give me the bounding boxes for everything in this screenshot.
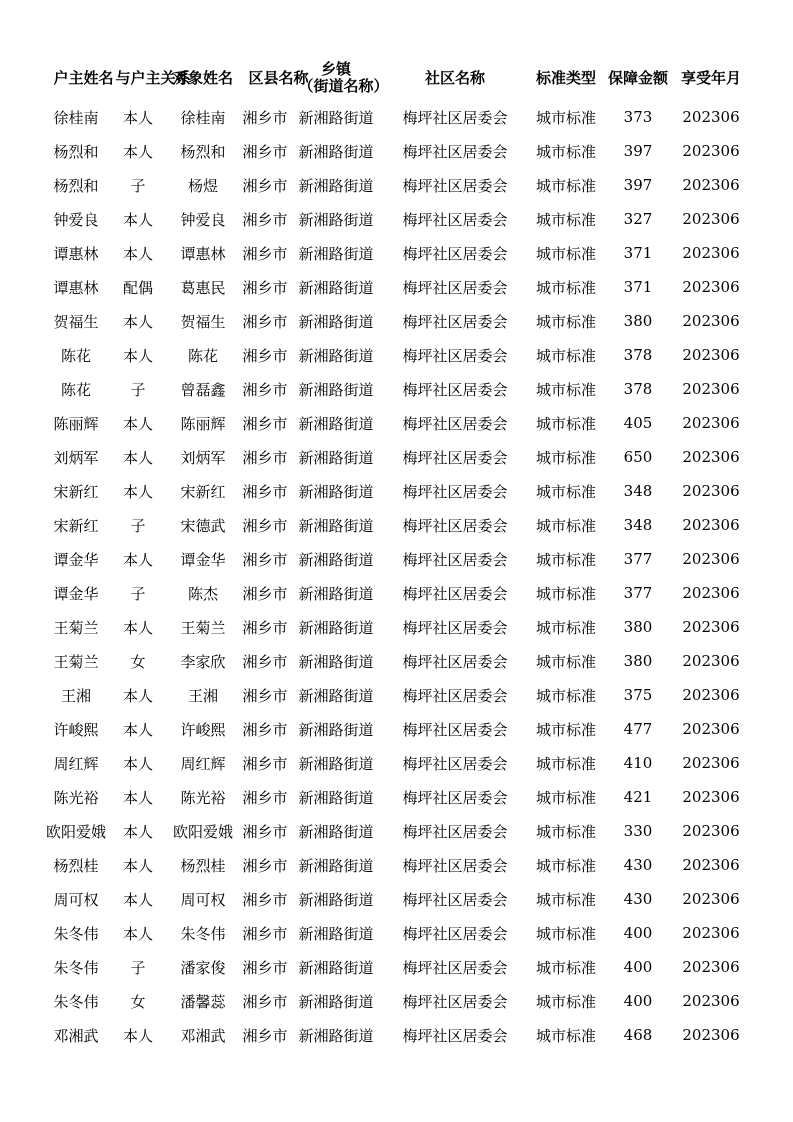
- cell-community: 梅坪社区居委会: [402, 754, 508, 773]
- cell-county: 湘乡市: [242, 924, 288, 943]
- cell-amount: 380: [623, 618, 653, 636]
- cell-county: 湘乡市: [242, 414, 288, 433]
- cell-subject-name: 李家欣: [180, 652, 226, 671]
- cell-standard-type: 城市标准: [535, 924, 596, 943]
- table-row: [40, 882, 752, 916]
- cell-town: 新湘路街道: [298, 210, 374, 229]
- cell-household-head: 谭金华: [53, 550, 99, 569]
- cell-household-head: 杨烈和: [53, 142, 99, 161]
- cell-period: 202306: [682, 618, 740, 636]
- header-row: [40, 56, 752, 100]
- cell-amount: 421: [623, 788, 653, 806]
- cell-relation: 本人: [122, 1026, 153, 1045]
- cell-county: 湘乡市: [242, 686, 288, 705]
- cell-household-head: 陈花: [60, 346, 91, 365]
- cell-standard-type: 城市标准: [535, 754, 596, 773]
- header-community: 社区名称: [424, 68, 485, 87]
- table-row: [40, 236, 752, 270]
- header-relation: 与户主关系: [115, 68, 191, 87]
- cell-county: 湘乡市: [242, 584, 288, 603]
- cell-town: 新湘路街道: [298, 686, 374, 705]
- cell-county: 湘乡市: [242, 550, 288, 569]
- cell-household-head: 王湘: [60, 686, 91, 705]
- cell-relation: 本人: [122, 346, 153, 365]
- cell-period: 202306: [682, 652, 740, 670]
- table-row: [40, 712, 752, 746]
- cell-county: 湘乡市: [242, 448, 288, 467]
- cell-standard-type: 城市标准: [535, 380, 596, 399]
- cell-period: 202306: [682, 890, 740, 908]
- cell-standard-type: 城市标准: [535, 108, 596, 127]
- cell-period: 202306: [682, 414, 740, 432]
- cell-standard-type: 城市标准: [535, 142, 596, 161]
- cell-relation: 子: [130, 958, 146, 977]
- cell-period: 202306: [682, 380, 740, 398]
- cell-town: 新湘路街道: [298, 142, 374, 161]
- cell-amount: 430: [623, 890, 653, 908]
- cell-town: 新湘路街道: [298, 652, 374, 671]
- cell-household-head: 钟爱良: [53, 210, 99, 229]
- cell-household-head: 许峻熙: [53, 720, 99, 739]
- cell-county: 湘乡市: [242, 380, 288, 399]
- cell-subject-name: 陈杰: [187, 584, 218, 603]
- header-county: 区县名称: [248, 68, 309, 87]
- cell-period: 202306: [682, 992, 740, 1010]
- cell-community: 梅坪社区居委会: [402, 958, 508, 977]
- table-row: [40, 474, 752, 508]
- table-row: [40, 814, 752, 848]
- cell-amount: 348: [623, 482, 653, 500]
- cell-household-head: 谭惠林: [53, 278, 99, 297]
- cell-town: 新湘路街道: [298, 108, 374, 127]
- cell-standard-type: 城市标准: [535, 550, 596, 569]
- cell-community: 梅坪社区居委会: [402, 584, 508, 603]
- cell-household-head: 贺福生: [53, 312, 99, 331]
- cell-county: 湘乡市: [242, 992, 288, 1011]
- cell-period: 202306: [682, 278, 740, 296]
- cell-community: 梅坪社区居委会: [402, 448, 508, 467]
- cell-town: 新湘路街道: [298, 1026, 374, 1045]
- cell-community: 梅坪社区居委会: [402, 550, 508, 569]
- cell-subject-name: 潘家俊: [180, 958, 226, 977]
- cell-county: 湘乡市: [242, 788, 288, 807]
- cell-household-head: 朱冬伟: [53, 958, 99, 977]
- cell-subject-name: 潘馨蕊: [180, 992, 226, 1011]
- cell-period: 202306: [682, 312, 740, 330]
- cell-subject-name: 杨烈桂: [180, 856, 226, 875]
- cell-county: 湘乡市: [242, 1026, 288, 1045]
- cell-period: 202306: [682, 244, 740, 262]
- cell-community: 梅坪社区居委会: [402, 924, 508, 943]
- table-row: [40, 746, 752, 780]
- cell-county: 湘乡市: [242, 312, 288, 331]
- cell-county: 湘乡市: [242, 890, 288, 909]
- table-row: [40, 542, 752, 576]
- cell-amount: 380: [623, 652, 653, 670]
- table-row: [40, 168, 752, 202]
- cell-subject-name: 邓湘武: [180, 1026, 226, 1045]
- cell-town: 新湘路街道: [298, 618, 374, 637]
- cell-standard-type: 城市标准: [535, 516, 596, 535]
- table-row: [40, 610, 752, 644]
- cell-period: 202306: [682, 176, 740, 194]
- cell-relation: 子: [130, 516, 146, 535]
- cell-relation: 本人: [122, 312, 153, 331]
- cell-standard-type: 城市标准: [535, 482, 596, 501]
- table-row: [40, 1018, 752, 1052]
- cell-subject-name: 曾磊鑫: [180, 380, 226, 399]
- cell-town: 新湘路街道: [298, 244, 374, 263]
- cell-amount: 327: [623, 210, 653, 228]
- cell-town: 新湘路街道: [298, 448, 374, 467]
- cell-town: 新湘路街道: [298, 788, 374, 807]
- cell-relation: 本人: [122, 482, 153, 501]
- cell-town: 新湘路街道: [298, 890, 374, 909]
- cell-town: 新湘路街道: [298, 346, 374, 365]
- cell-standard-type: 城市标准: [535, 176, 596, 195]
- table-row: [40, 678, 752, 712]
- cell-subject-name: 陈丽辉: [180, 414, 226, 433]
- cell-relation: 本人: [122, 720, 153, 739]
- cell-subject-name: 贺福生: [180, 312, 226, 331]
- cell-community: 梅坪社区居委会: [402, 652, 508, 671]
- header-period: 享受年月: [680, 68, 741, 87]
- cell-period: 202306: [682, 856, 740, 874]
- cell-subject-name: 欧阳爱娥: [172, 822, 233, 841]
- cell-relation: 本人: [122, 618, 153, 637]
- cell-household-head: 杨烈桂: [53, 856, 99, 875]
- cell-period: 202306: [682, 346, 740, 364]
- cell-period: 202306: [682, 754, 740, 772]
- cell-town: 新湘路街道: [298, 720, 374, 739]
- cell-period: 202306: [682, 108, 740, 126]
- cell-amount: 371: [623, 244, 653, 262]
- cell-relation: 配偶: [122, 278, 153, 297]
- cell-relation: 本人: [122, 550, 153, 569]
- cell-subject-name: 王湘: [187, 686, 218, 705]
- table-row: [40, 950, 752, 984]
- cell-town: 新湘路街道: [298, 754, 374, 773]
- cell-household-head: 徐桂南: [53, 108, 99, 127]
- cell-community: 梅坪社区居委会: [402, 686, 508, 705]
- cell-county: 湘乡市: [242, 822, 288, 841]
- cell-county: 湘乡市: [242, 278, 288, 297]
- cell-period: 202306: [682, 720, 740, 738]
- cell-county: 湘乡市: [242, 176, 288, 195]
- cell-community: 梅坪社区居委会: [402, 346, 508, 365]
- cell-period: 202306: [682, 516, 740, 534]
- cell-amount: 378: [623, 346, 653, 364]
- cell-household-head: 陈丽辉: [53, 414, 99, 433]
- cell-community: 梅坪社区居委会: [402, 210, 508, 229]
- cell-period: 202306: [682, 788, 740, 806]
- cell-relation: 子: [130, 380, 146, 399]
- cell-county: 湘乡市: [242, 720, 288, 739]
- table-row: [40, 780, 752, 814]
- cell-amount: 375: [623, 686, 653, 704]
- cell-amount: 348: [623, 516, 653, 534]
- cell-household-head: 欧阳爱娥: [45, 822, 106, 841]
- cell-community: 梅坪社区居委会: [402, 788, 508, 807]
- cell-county: 湘乡市: [242, 516, 288, 535]
- cell-town: 新湘路街道: [298, 312, 374, 331]
- cell-subject-name: 周可权: [180, 890, 226, 909]
- cell-relation: 本人: [122, 142, 153, 161]
- cell-town: 新湘路街道: [298, 516, 374, 535]
- cell-household-head: 周红辉: [53, 754, 99, 773]
- cell-household-head: 宋新红: [53, 482, 99, 501]
- cell-relation: 本人: [122, 686, 153, 705]
- cell-standard-type: 城市标准: [535, 686, 596, 705]
- cell-period: 202306: [682, 142, 740, 160]
- cell-relation: 本人: [122, 890, 153, 909]
- cell-town: 新湘路街道: [298, 992, 374, 1011]
- cell-county: 湘乡市: [242, 754, 288, 773]
- cell-amount: 468: [623, 1026, 653, 1044]
- cell-subject-name: 刘炳军: [180, 448, 226, 467]
- cell-relation: 本人: [122, 924, 153, 943]
- cell-county: 湘乡市: [242, 958, 288, 977]
- cell-standard-type: 城市标准: [535, 822, 596, 841]
- cell-relation: 本人: [122, 448, 153, 467]
- cell-community: 梅坪社区居委会: [402, 1026, 508, 1045]
- cell-period: 202306: [682, 584, 740, 602]
- cell-standard-type: 城市标准: [535, 856, 596, 875]
- cell-standard-type: 城市标准: [535, 414, 596, 433]
- cell-community: 梅坪社区居委会: [402, 992, 508, 1011]
- cell-relation: 本人: [122, 244, 153, 263]
- cell-household-head: 邓湘武: [53, 1026, 99, 1045]
- cell-county: 湘乡市: [242, 210, 288, 229]
- cell-period: 202306: [682, 924, 740, 942]
- table-header: [40, 56, 752, 100]
- cell-town: 新湘路街道: [298, 380, 374, 399]
- cell-community: 梅坪社区居委会: [402, 516, 508, 535]
- cell-community: 梅坪社区居委会: [402, 618, 508, 637]
- cell-period: 202306: [682, 550, 740, 568]
- cell-household-head: 陈光裕: [53, 788, 99, 807]
- cell-community: 梅坪社区居委会: [402, 176, 508, 195]
- cell-community: 梅坪社区居委会: [402, 822, 508, 841]
- cell-standard-type: 城市标准: [535, 958, 596, 977]
- table-row: [40, 916, 752, 950]
- cell-community: 梅坪社区居委会: [402, 414, 508, 433]
- cell-town: 新湘路街道: [298, 176, 374, 195]
- cell-standard-type: 城市标准: [535, 278, 596, 297]
- cell-subject-name: 朱冬伟: [180, 924, 226, 943]
- cell-household-head: 王菊兰: [53, 618, 99, 637]
- cell-amount: 330: [623, 822, 653, 840]
- cell-standard-type: 城市标准: [535, 890, 596, 909]
- cell-relation: 本人: [122, 822, 153, 841]
- cell-amount: 400: [623, 992, 653, 1010]
- cell-amount: 377: [623, 584, 653, 602]
- cell-community: 梅坪社区居委会: [402, 142, 508, 161]
- cell-period: 202306: [682, 210, 740, 228]
- cell-town: 新湘路街道: [298, 550, 374, 569]
- cell-period: 202306: [682, 958, 740, 976]
- table-row: [40, 406, 752, 440]
- table-row: [40, 338, 752, 372]
- table-row: [40, 576, 752, 610]
- cell-amount: 380: [623, 312, 653, 330]
- cell-county: 湘乡市: [242, 618, 288, 637]
- cell-amount: 477: [623, 720, 653, 738]
- cell-period: 202306: [682, 448, 740, 466]
- cell-county: 湘乡市: [242, 244, 288, 263]
- cell-subject-name: 陈花: [187, 346, 218, 365]
- cell-standard-type: 城市标准: [535, 618, 596, 637]
- cell-subject-name: 钟爱良: [180, 210, 226, 229]
- table-row: [40, 508, 752, 542]
- cell-household-head: 陈花: [60, 380, 91, 399]
- cell-relation: 本人: [122, 210, 153, 229]
- cell-standard-type: 城市标准: [535, 720, 596, 739]
- cell-standard-type: 城市标准: [535, 210, 596, 229]
- cell-county: 湘乡市: [242, 856, 288, 875]
- cell-period: 202306: [682, 822, 740, 840]
- cell-subject-name: 周红辉: [180, 754, 226, 773]
- cell-household-head: 周可权: [53, 890, 99, 909]
- cell-household-head: 朱冬伟: [53, 924, 99, 943]
- header-subject-name: 对象姓名: [173, 68, 234, 87]
- cell-town: 新湘路街道: [298, 482, 374, 501]
- cell-community: 梅坪社区居委会: [402, 108, 508, 127]
- cell-amount: 371: [623, 278, 653, 296]
- cell-community: 梅坪社区居委会: [402, 856, 508, 875]
- table-row: [40, 304, 752, 338]
- cell-relation: 本人: [122, 856, 153, 875]
- cell-subject-name: 宋德武: [180, 516, 226, 535]
- cell-county: 湘乡市: [242, 482, 288, 501]
- cell-amount: 400: [623, 958, 653, 976]
- table-row: [40, 984, 752, 1018]
- table-row: [40, 440, 752, 474]
- cell-amount: 410: [623, 754, 653, 772]
- cell-standard-type: 城市标准: [535, 312, 596, 331]
- cell-county: 湘乡市: [242, 652, 288, 671]
- cell-subject-name: 许峻熙: [180, 720, 226, 739]
- cell-standard-type: 城市标准: [535, 244, 596, 263]
- header-standard-type: 标准类型: [535, 68, 596, 87]
- cell-county: 湘乡市: [242, 108, 288, 127]
- cell-community: 梅坪社区居委会: [402, 380, 508, 399]
- cell-standard-type: 城市标准: [535, 788, 596, 807]
- cell-amount: 377: [623, 550, 653, 568]
- cell-relation: 女: [130, 652, 146, 671]
- cell-standard-type: 城市标准: [535, 992, 596, 1011]
- cell-subject-name: 葛惠民: [180, 278, 226, 297]
- cell-relation: 子: [130, 176, 146, 195]
- cell-county: 湘乡市: [242, 142, 288, 161]
- cell-household-head: 刘炳军: [53, 448, 99, 467]
- cell-community: 梅坪社区居委会: [402, 482, 508, 501]
- cell-standard-type: 城市标准: [535, 584, 596, 603]
- cell-standard-type: 城市标准: [535, 1026, 596, 1045]
- table-row: [40, 848, 752, 882]
- cell-relation: 女: [130, 992, 146, 1011]
- cell-amount: 397: [623, 176, 653, 194]
- cell-relation: 本人: [122, 108, 153, 127]
- cell-county: 湘乡市: [242, 346, 288, 365]
- cell-amount: 650: [623, 448, 653, 466]
- table-row: [40, 202, 752, 236]
- cell-relation: 本人: [122, 414, 153, 433]
- cell-town: 新湘路街道: [298, 584, 374, 603]
- cell-standard-type: 城市标准: [535, 346, 596, 365]
- cell-standard-type: 城市标准: [535, 652, 596, 671]
- cell-period: 202306: [682, 686, 740, 704]
- cell-subject-name: 杨烈和: [180, 142, 226, 161]
- cell-subject-name: 王菊兰: [180, 618, 226, 637]
- cell-town: 新湘路街道: [298, 278, 374, 297]
- subsidy-roster-table: [40, 56, 752, 1052]
- cell-household-head: 谭金华: [53, 584, 99, 603]
- table-row: [40, 270, 752, 304]
- cell-town: 新湘路街道: [298, 958, 374, 977]
- cell-relation: 本人: [122, 754, 153, 773]
- table-row: [40, 134, 752, 168]
- cell-amount: 397: [623, 142, 653, 160]
- header-town: 乡镇（街道名称）: [298, 60, 389, 95]
- cell-period: 202306: [682, 482, 740, 500]
- cell-standard-type: 城市标准: [535, 448, 596, 467]
- cell-community: 梅坪社区居委会: [402, 244, 508, 263]
- table-body: [40, 100, 752, 1052]
- cell-subject-name: 杨煜: [187, 176, 218, 195]
- cell-household-head: 谭惠林: [53, 244, 99, 263]
- cell-amount: 430: [623, 856, 653, 874]
- cell-community: 梅坪社区居委会: [402, 890, 508, 909]
- cell-relation: 本人: [122, 788, 153, 807]
- cell-subject-name: 徐桂南: [180, 108, 226, 127]
- cell-town: 新湘路街道: [298, 414, 374, 433]
- cell-household-head: 杨烈和: [53, 176, 99, 195]
- cell-relation: 子: [130, 584, 146, 603]
- cell-community: 梅坪社区居委会: [402, 278, 508, 297]
- cell-amount: 378: [623, 380, 653, 398]
- cell-amount: 373: [623, 108, 653, 126]
- cell-household-head: 王菊兰: [53, 652, 99, 671]
- cell-subject-name: 宋新红: [180, 482, 226, 501]
- cell-community: 梅坪社区居委会: [402, 312, 508, 331]
- table-row: [40, 372, 752, 406]
- cell-amount: 405: [623, 414, 653, 432]
- cell-community: 梅坪社区居委会: [402, 720, 508, 739]
- cell-town: 新湘路街道: [298, 856, 374, 875]
- cell-household-head: 朱冬伟: [53, 992, 99, 1011]
- table-row: [40, 100, 752, 134]
- cell-subject-name: 谭惠林: [180, 244, 226, 263]
- cell-town: 新湘路街道: [298, 924, 374, 943]
- cell-subject-name: 谭金华: [180, 550, 226, 569]
- cell-amount: 400: [623, 924, 653, 942]
- header-household-head: 户主姓名: [53, 68, 114, 87]
- header-amount: 保障金额: [607, 68, 668, 87]
- table-row: [40, 644, 752, 678]
- cell-town: 新湘路街道: [298, 822, 374, 841]
- cell-period: 202306: [682, 1026, 740, 1044]
- cell-household-head: 宋新红: [53, 516, 99, 535]
- cell-subject-name: 陈光裕: [180, 788, 226, 807]
